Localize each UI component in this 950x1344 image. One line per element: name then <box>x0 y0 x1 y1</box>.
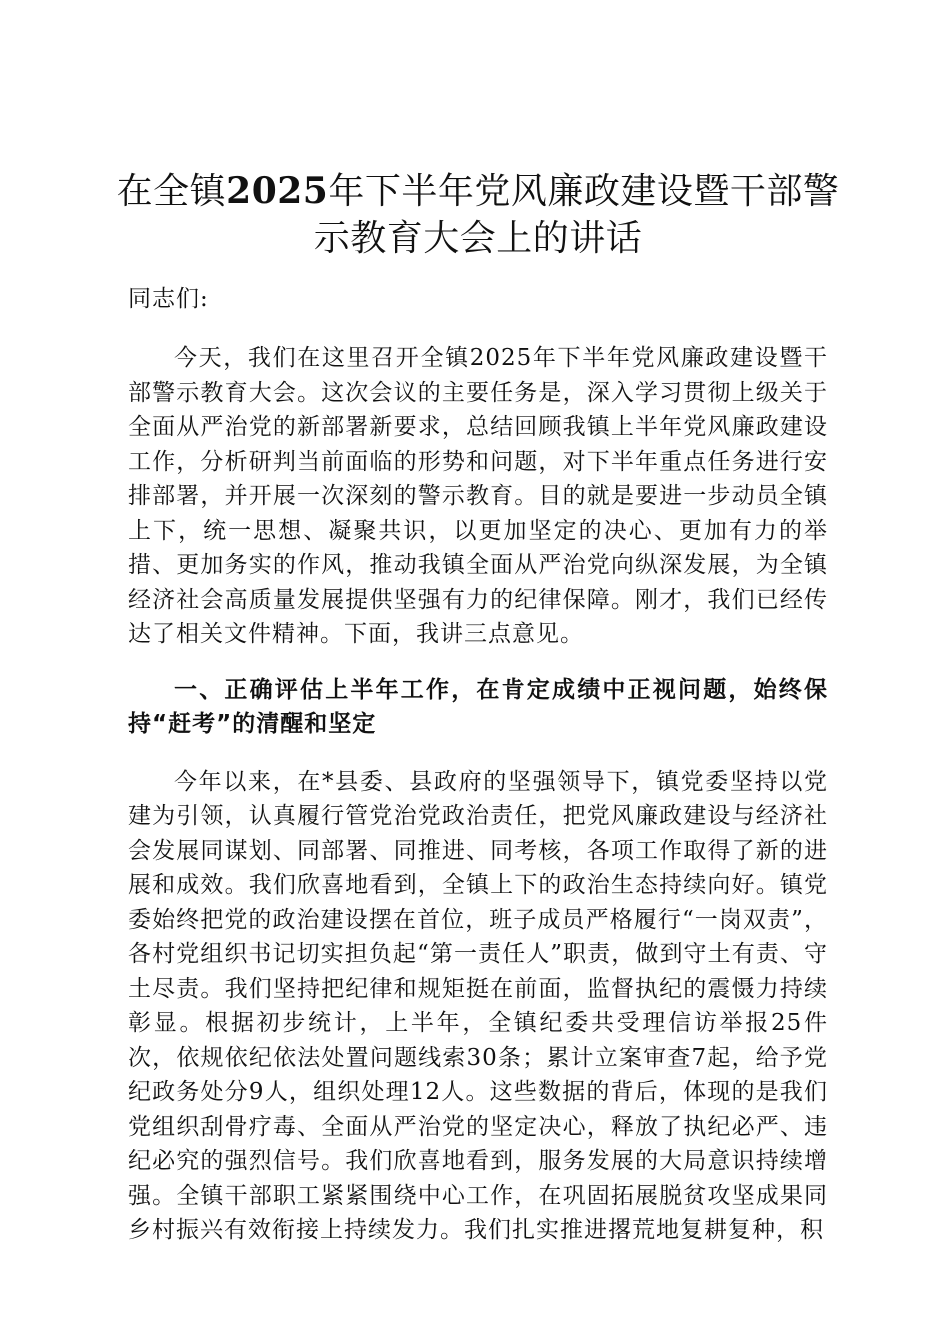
paragraph-intro: 今天，我们在这里召开全镇2025年下半年党风廉政建设暨干部警示教育大会。这次会议的主要任务是，深入学习贯彻上级关于全面从严治党的新部署新要求，总结回顾我镇上半年党风廉政建设工作，分析研判当前面临的形势和问题，对下半年重点任务进行安排部署，并开展一次深刻的警示教育。目的就是要进一步动员全镇上下，统一思想、凝聚共识，以更加坚定的决心、更加有力的举措、更加务实的作风，推动我镇全面从严治党向纵深发展，为全镇经济社会高质量发展提供坚强有力的纪律保障。刚才，我们已经传达了相关文件精神。下面，我讲三点意见。 <box>128 345 828 647</box>
salutation: 同志们: <box>128 286 209 312</box>
title-part1: 在全镇 <box>116 171 227 212</box>
section-heading-1: 一、正确评估上半年工作，在肯定成绩中正视问题，始终保持“赶考”的清醒和坚定 <box>128 676 828 737</box>
title-year: 2025 <box>226 170 329 212</box>
document-title <box>112 168 844 262</box>
paragraph-section-1: 今年以来，在*县委、县政府的坚强领导下，镇党委坚持以党建为引领，认真履行管党治党政治责任，把党风廉政建设与经济社会发展同谋划、同部署、同推进、同考核，各项工作取得了新的进展和成效。我们欣喜地看到，全镇上下的政治生态持续向好。镇党委始终把党的政治建设摆在首位，班子成员严格履行“一岗双责”，各村党组织书记切实担负起“第一责任人”职责，做到守土有责、守土尽责。我们坚持把纪律和规矩挺在前面，监督执纪的震慑力持续彰显。根据初步统计，上半年，全镇纪委共受理信访举报25件次，依规依纪依法处置问题线索30条；累计立案审查7起，给予党纪政务处分9人，组织处理12人。这些数据的背后，体现的是我们党组织刮骨疗毒、全面从严治党的坚定决心，释放了执纪必严、违纪必究的强烈信号。我们欣喜地看到，服务发展的大局意识持续增强。全镇干部职工紧紧围绕中心工作，在巩固拓展脱贫攻坚成果同乡村振兴有效衔接上持续发力。我们扎实推进撂荒地复耕复种，积 <box>128 768 828 1243</box>
title-part2: 年下半年党风廉政建设暨干部警示教育大会上的讲话 <box>313 171 840 259</box>
document-page <box>116 168 840 1248</box>
